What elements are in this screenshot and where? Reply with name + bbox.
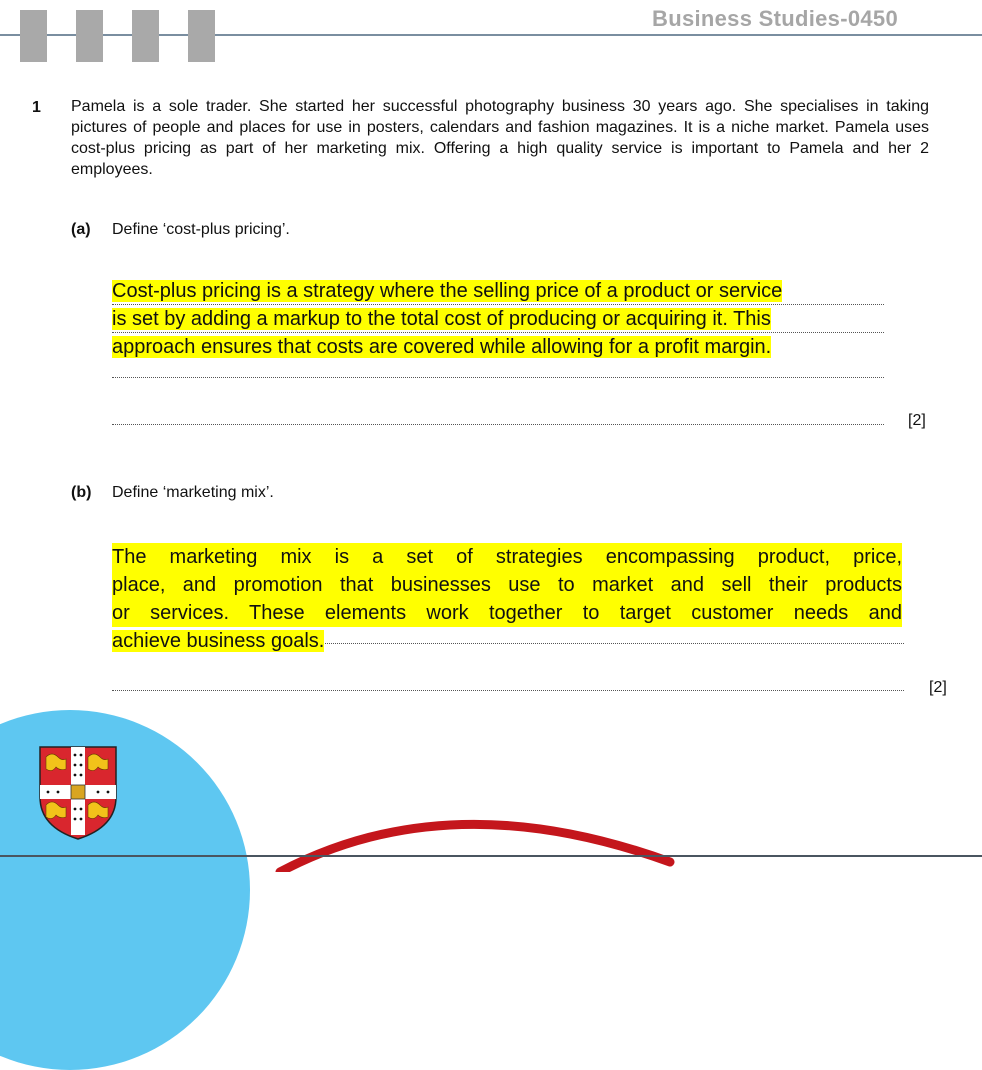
- header-block-4: [188, 10, 215, 62]
- header-block-2: [76, 10, 103, 62]
- answer-b-line-4: achieve business goals.: [112, 630, 325, 652]
- answer-b[interactable]: [112, 543, 902, 655]
- answer-b-line-2: place, and promotion that businesses use to market and sell their products: [112, 571, 902, 599]
- answer-a-line-3: approach ensures that costs are covered while allowing for a profit margin.: [112, 336, 772, 358]
- header-title: Business Studies-0450: [652, 6, 898, 31]
- question-stem: Pamela is a sole trader. She started her successful photography business 30 years ago. She specialises in taking pictures of people and places for use in posters, calendars and fashion magazines. It is a niche market. Pamela uses cost-plus pricing as part of her marketing mix. Offering a high quality service is important to Pamela and her 2 employees.: [71, 98, 929, 178]
- question-number: 1: [32, 99, 41, 116]
- decorative-red-arc: [270, 812, 690, 872]
- university-crest-icon: [38, 745, 118, 841]
- footer-rule: [0, 855, 982, 857]
- marks-b: [2]: [929, 679, 947, 696]
- answer-a[interactable]: [112, 277, 912, 361]
- header-block-3: [132, 10, 159, 62]
- part-a-label: (a): [71, 221, 91, 238]
- part-b-label: (b): [71, 484, 92, 501]
- marks-a: [2]: [908, 412, 926, 429]
- answer-line-a4: [112, 424, 884, 425]
- answer-b-line-3: or services. These elements work together to target customer needs and: [112, 599, 902, 627]
- answer-line-b2: [112, 690, 904, 691]
- header-block-1: [20, 10, 47, 62]
- answer-a-line-2: is set by adding a markup to the total cost of producing or acquiring it. This: [112, 308, 771, 330]
- answer-a-line-1: Cost-plus pricing is a strategy where the selling price of a product or service: [112, 280, 783, 302]
- part-b-prompt: Define ‘marketing mix’.: [112, 484, 274, 501]
- answer-line-a3: [112, 377, 884, 378]
- part-a-prompt: Define ‘cost-plus pricing’.: [112, 221, 290, 238]
- answer-b-line-1: The marketing mix is a set of strategies encompassing product, price,: [112, 543, 902, 571]
